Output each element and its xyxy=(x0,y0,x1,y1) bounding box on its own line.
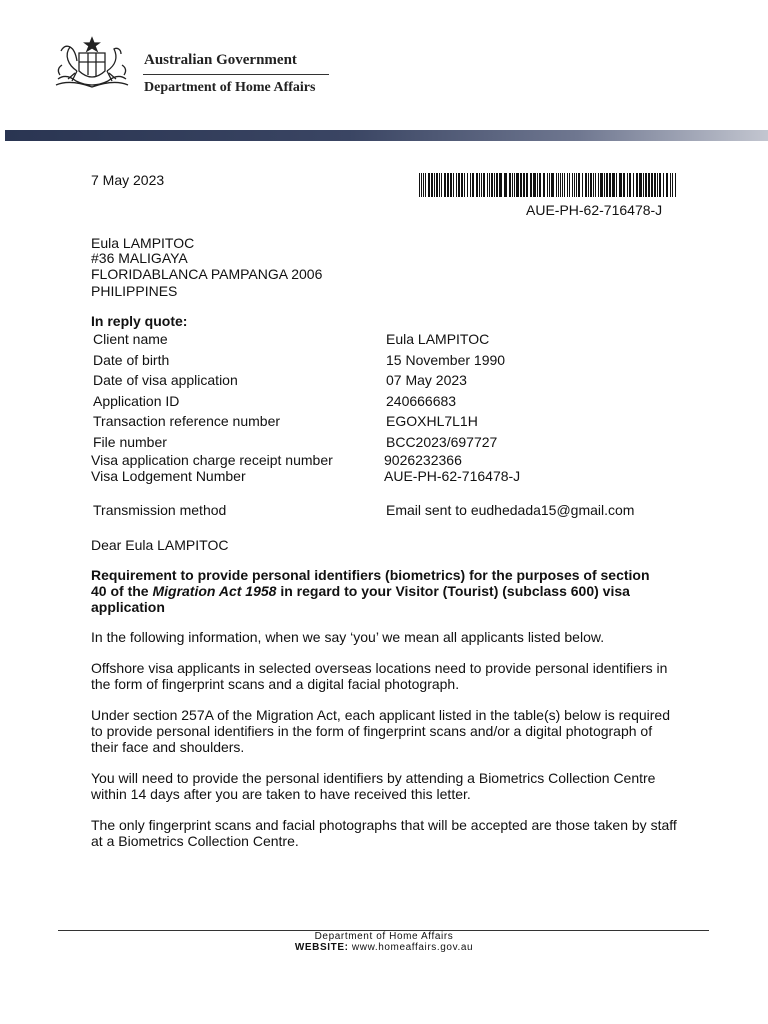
subject-line xyxy=(91,583,630,599)
subject-text: in regard to your Visitor (Tourist) (subclass 600) visa xyxy=(276,583,630,599)
barcode-bar xyxy=(456,173,457,197)
barcode-bar xyxy=(595,173,596,197)
barcode-bar xyxy=(639,173,642,197)
address-line: PHILIPPINES xyxy=(91,283,178,299)
barcode-bar xyxy=(636,173,638,197)
subject-line: Requirement to provide personal identifiers (biometrics) for the purposes of section xyxy=(91,567,650,583)
barcode-bar xyxy=(428,173,430,197)
barcode-bar xyxy=(670,173,671,197)
barcode-bar xyxy=(590,173,592,197)
barcode-bar xyxy=(578,173,580,197)
barcode-bar xyxy=(556,173,557,197)
address-line: FLORIDABLANCA PAMPANGA 2006 xyxy=(91,266,323,282)
barcode-bar xyxy=(657,173,658,197)
subject-line: application xyxy=(91,599,165,615)
barcode-bar xyxy=(479,173,480,197)
barcode-bar xyxy=(609,173,611,197)
barcode-bar xyxy=(572,173,573,197)
barcode-bar xyxy=(582,173,583,197)
barcode-bar xyxy=(458,173,460,197)
barcode-bar xyxy=(461,173,463,197)
barcode-bar xyxy=(651,173,653,197)
barcode-bar xyxy=(598,173,599,197)
barcode-bar xyxy=(520,173,522,197)
barcode-bar xyxy=(558,173,559,197)
department-name: Department of Home Affairs xyxy=(144,80,316,95)
detail-label: Visa application charge receipt number xyxy=(91,452,333,468)
barcode-bar xyxy=(476,173,478,197)
barcode-bar xyxy=(514,173,515,197)
footer-department: Department of Home Affairs xyxy=(314,931,454,942)
address-line: #36 MALIGAYA xyxy=(91,250,188,266)
detail-label: File number xyxy=(93,434,167,450)
barcode-bar xyxy=(623,173,625,197)
barcode-bar xyxy=(472,173,474,197)
barcode-bar xyxy=(616,173,617,197)
address-line: Eula LAMPITOC xyxy=(91,235,195,251)
detail-label: Transmission method xyxy=(93,502,227,518)
barcode-bar xyxy=(562,173,563,197)
website-link[interactable]: www.homeaffairs.gov.au xyxy=(351,942,474,953)
barcode-bar xyxy=(551,173,554,197)
barcode-bar xyxy=(564,173,565,197)
barcode-bar xyxy=(464,173,465,197)
detail-value: 15 November 1990 xyxy=(386,352,506,368)
barcode-bar xyxy=(489,173,490,197)
barcode-bar xyxy=(627,173,628,197)
header-band xyxy=(5,130,768,141)
detail-value: EGOXHL7L1H xyxy=(386,413,478,429)
detail-value: 240666683 xyxy=(386,393,457,409)
barcode-bar xyxy=(672,173,673,197)
barcode-bar xyxy=(543,173,545,197)
detail-value: AUE-PH-62-716478-J xyxy=(384,468,521,484)
barcode-bar xyxy=(434,173,435,197)
barcode-bar xyxy=(453,173,454,197)
detail-label: Client name xyxy=(93,331,168,347)
detail-value: 07 May 2023 xyxy=(386,372,467,388)
barcode-bar xyxy=(494,173,495,197)
barcode-bar xyxy=(470,173,471,197)
subject-text: 40 of the xyxy=(91,583,153,599)
barcode-bar xyxy=(619,173,622,197)
barcode-bar xyxy=(444,173,446,197)
barcode-bar xyxy=(499,173,502,197)
letter-date: 7 May 2023 xyxy=(91,172,165,188)
barcode-bar xyxy=(663,173,664,197)
barcode-bar xyxy=(423,173,424,197)
barcode-bar xyxy=(659,173,661,197)
barcode-bar xyxy=(487,173,488,197)
barcode-bar xyxy=(569,173,570,197)
detail-label: Date of birth xyxy=(93,352,170,368)
barcode-bar xyxy=(549,173,550,197)
barcode-bar xyxy=(450,173,452,197)
barcode-bar xyxy=(666,173,668,197)
barcode-bar xyxy=(574,173,575,197)
barcode-bar xyxy=(604,173,605,197)
website-label: WEBSITE: xyxy=(294,942,349,953)
coat-of-arms-logo xyxy=(46,35,138,97)
barcode-reference: AUE-PH-62-716478-J xyxy=(526,202,663,218)
detail-label: Transaction reference number xyxy=(93,413,281,429)
barcode-bar xyxy=(431,173,433,197)
barcode-bar xyxy=(654,173,656,197)
barcode-bar xyxy=(633,173,634,197)
barcode-bar xyxy=(600,173,603,197)
detail-label: Date of visa application xyxy=(93,372,238,388)
barcode xyxy=(419,173,676,197)
barcode-bar xyxy=(612,173,615,197)
body-paragraph: The only fingerprint scans and facial photographs that will be accepted are those taken by staff at a Biometrics Collection Centre. xyxy=(91,817,677,849)
reply-heading: In reply quote: xyxy=(91,313,188,329)
barcode-bar xyxy=(593,173,594,197)
detail-label: Visa Lodgement Number xyxy=(91,468,246,484)
body-paragraph: Under section 257A of the Migration Act, each applicant listed in the table(s) below is required to provide personal identifiers in the form of fingerprint scans and/or a digital photograph of their face and shoulders. xyxy=(91,707,670,755)
barcode-bar xyxy=(491,173,493,197)
detail-value: Eula LAMPITOC xyxy=(386,331,490,347)
barcode-bar xyxy=(516,173,519,197)
barcode-bar xyxy=(526,173,528,197)
footer-website xyxy=(0,942,768,953)
barcode-bar xyxy=(467,173,468,197)
barcode-bar xyxy=(567,173,568,197)
barcode-bar xyxy=(509,173,511,197)
act-title: Migration Act 1958 xyxy=(152,583,277,599)
barcode-bar xyxy=(585,173,587,197)
barcode-bar xyxy=(629,173,631,197)
detail-label: Application ID xyxy=(93,393,180,409)
barcode-bar xyxy=(643,173,644,197)
barcode-bar xyxy=(533,173,536,197)
barcode-bar xyxy=(439,173,440,197)
detail-value: Email sent to eudhedada15@gmail.com xyxy=(386,502,635,518)
barcode-bar xyxy=(537,173,538,197)
barcode-bar xyxy=(447,173,449,197)
barcode-bar xyxy=(496,173,498,197)
barcode-bar xyxy=(588,173,589,197)
barcode-bar xyxy=(419,173,420,197)
salutation: Dear Eula LAMPITOC xyxy=(91,537,229,553)
barcode-bar xyxy=(441,173,442,197)
detail-value: 9026232366 xyxy=(384,452,462,468)
barcode-bar xyxy=(436,173,438,197)
detail-value: BCC2023/697727 xyxy=(386,434,498,450)
header-divider xyxy=(143,74,329,75)
barcode-bar xyxy=(560,173,561,197)
barcode-bar xyxy=(675,173,676,197)
barcode-bar xyxy=(606,173,608,197)
barcode-bar xyxy=(576,173,577,197)
body-paragraph: Offshore visa applicants in selected overseas locations need to provide personal identifiers in the form of fingerprint scans and a digital facial photograph. xyxy=(91,660,668,692)
barcode-bar xyxy=(530,173,532,197)
barcode-bar xyxy=(504,173,507,197)
government-name: Australian Government xyxy=(144,52,297,68)
barcode-bar xyxy=(539,173,541,197)
barcode-bar xyxy=(512,173,513,197)
barcode-bar xyxy=(523,173,525,197)
body-paragraph: You will need to provide the personal identifiers by attending a Biometrics Collection Centre within 14 days after you are taken to have received this letter. xyxy=(91,770,656,802)
barcode-bar xyxy=(421,173,422,197)
barcode-bar xyxy=(425,173,426,197)
barcode-bar xyxy=(645,173,647,197)
barcode-bar xyxy=(648,173,650,197)
body-paragraph: In the following information, when we say ‘you’ we mean all applicants listed below. xyxy=(91,629,605,645)
barcode-bar xyxy=(481,173,482,197)
barcode-bar xyxy=(483,173,485,197)
barcode-bar xyxy=(547,173,548,197)
